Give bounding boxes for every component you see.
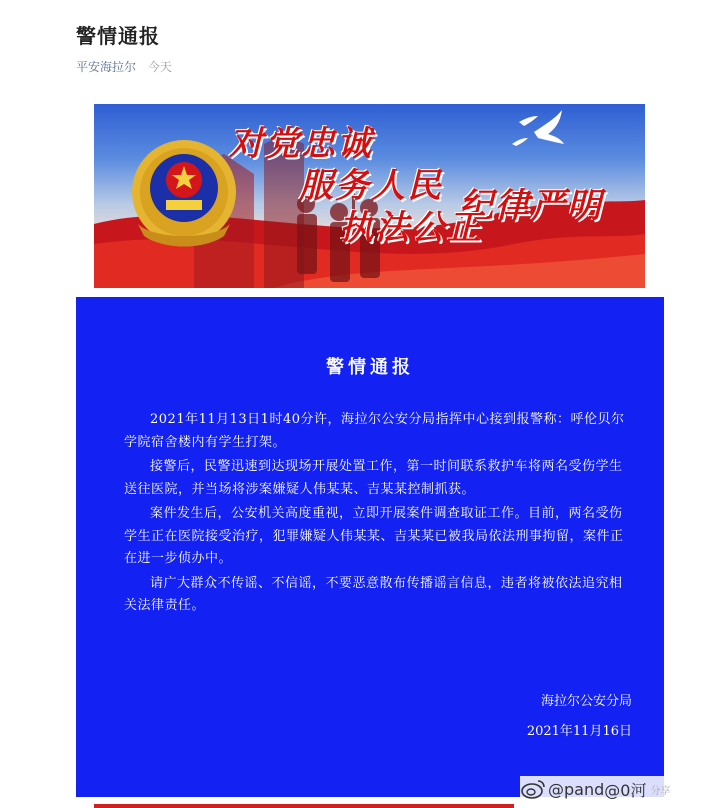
notice-body [124,409,634,620]
notice-paragraph-4: 请广大群众不传谣、不信谣，不要恶意散布传播谣言信息，违者将被依法追究相关法律责任。 [124,575,623,613]
banner-slogan-2: 服务人民 [299,166,443,206]
article-title: 警情通报 [76,24,160,48]
notice-signature: 海拉尔公安分局 [540,694,632,709]
notice-paragraph-3: 案件发生后，公安机关高度重视，立即开展案件调查取证工作。目前，两名受伤学生正在医院接受治疗，犯罪嫌疑人伟某某、吉某某已被我局依法刑事拘留，案件正在进一步侦办中。 [124,506,624,566]
banner-slogan-1: 对党忠诚 [229,124,373,164]
watermark-share: 分享 [650,785,671,797]
notice-heading: 警情通报 [326,357,414,378]
weibo-logo-icon [520,778,546,800]
notice-paragraph-2: 接警后，民警迅速到达现场开展处置工作，第一时间联系救护车将两名受伤学生送往医院，并当场将涉案嫌疑人伟某某、吉某某控制抓获。 [124,459,623,497]
banner-slogan-3: 纪律严明 [459,186,603,226]
police-emblem-icon [132,140,236,247]
banner-slogan-4: 执法公正 [339,208,483,248]
watermark-text-2: @0河 [604,780,647,800]
watermark-text: @pand [548,779,605,799]
account-name-link[interactable]: 平安海拉尔 [76,60,137,74]
notice-date: 2021年11月16日 [526,724,632,739]
next-image-edge [94,804,514,808]
police-notice-panel [76,297,664,797]
notice-paragraph-1: 2021年11月13日1时40分许，海拉尔公安分局指挥中心接到报警称：呼伦贝尔学院宿舍楼内有学生打架。 [124,412,625,450]
banner-image [94,104,645,288]
article-meta [76,58,172,75]
publish-date: 今天 [147,60,172,74]
weibo-watermark [520,776,676,802]
